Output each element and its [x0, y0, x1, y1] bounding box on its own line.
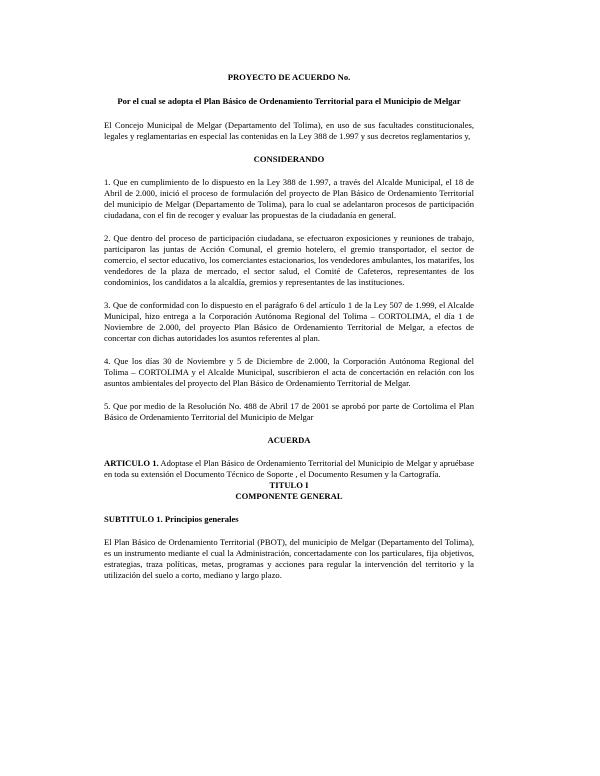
final-paragraph: El Plan Básico de Ordenamiento Territorial (PBOT), del municipio de Melgar (Departamento del Tolima), es un instrumento mediante el cual la Administración, concertadamente con los particulares, fija objetivos, estrategias, traza políticas, metas, programas y acciones para regular la intervención del territorio y la utilización del suelo a corto, mediano y largo plazo.	[104, 537, 474, 580]
articulo-1-text: Adoptase el Plan Básico de Ordenamiento Territorial del Municipio de Melgar y apruébase en toda su extensión el Documento Técnico de Soporte , el Documento Resumen y la Cartografía.	[104, 458, 475, 479]
considerando-item-3: 3. Que de conformidad con lo dispuesto en el parágrafo 6 del artículo 1 de la Ley 507 de 1.999, el Alcalde Municipal, hizo entrega a la Corporación Autónoma Regional del Tolima – CORTOLIMA, el día 1 de Noviembre de 2.000, del proyecto Plan Básico de Ordenamiento Territorial de Melgar, a efectos de concertar con dichas autoridades los asuntos referentes al plan.	[104, 300, 474, 343]
titulo-name: COMPONENTE GENERAL	[235, 491, 343, 501]
articulo-1-label: ARTICULO 1.	[104, 458, 159, 468]
document-subtitle: Por el cual se adopta el Plan Básico de Ordenamiento Territorial para el Municipio de Melgar	[117, 96, 461, 106]
considerando-heading: CONSIDERANDO	[253, 154, 325, 164]
considerando-item-1: 1. Que en cumplimiento de lo dispuesto en la Ley 388 de 1.997, a través del Alcalde Municipal, el 18 de Abril de 2.000, inició el proceso de formulación del proyecto de Plan Básico de Ordenamiento Territorial del municipio de Melgar (Departamento de Tolima), para lo cual se adelantaron procesos de participación ciudadana, con el fin de recoger y evaluar las propuestas de la ciudadanía en general.	[104, 177, 474, 220]
titulo-heading: TITULO I	[269, 480, 309, 490]
considerando-item-2: 2. Que dentro del proceso de participación ciudadana, se efectuaron exposiciones y reuniones de trabajo, participaron las juntas de Acción Comunal, el gremio hotelero, el gremio transportador, el sector de comercio, el sector educativo, los comerciantes estacionarios, los vendedores ambulantes, los matarifes, los vendedores de la plaza de mercado, el sector salud, el Comité de Cafeteros, representantes de los condominios, los candidatos a la alcaldía, gremios y representantes de las instituciones.	[104, 233, 474, 287]
articulo-1	[104, 458, 474, 480]
acuerda-heading: ACUERDA	[267, 435, 311, 445]
considerando-item-5: 5. Que por medio de la Resolución No. 488 de Abril 17 de 2001 se aprobó por parte de Cortolima el Plan Básico de Ordenamiento Territorial del Municipio de Melgar	[104, 401, 474, 422]
document-title: PROYECTO DE ACUERDO No.	[227, 72, 351, 82]
subtitulo-heading: SUBTITULO 1. Principios generales	[104, 514, 239, 524]
considerando-item-4: 4. Que los días 30 de Noviembre y 5 de Diciembre de 2.000, la Corporación Autónoma Regional del Tolima – CORTOLIMA y el Alcalde Municipal, suscribieron el acta de concertación en relación con los asuntos ambientales del proyecto del Plan Básico de Ordenamiento Territorial de Melgar.	[104, 356, 474, 388]
intro-paragraph: El Concejo Municipal de Melgar (Departamento del Tolima), en uso de sus facultades constitucionales, legales y reglamentarias en especial las contenidas en la Ley 388 de 1.997 y sus decretos reglamentarios y,	[104, 120, 474, 141]
